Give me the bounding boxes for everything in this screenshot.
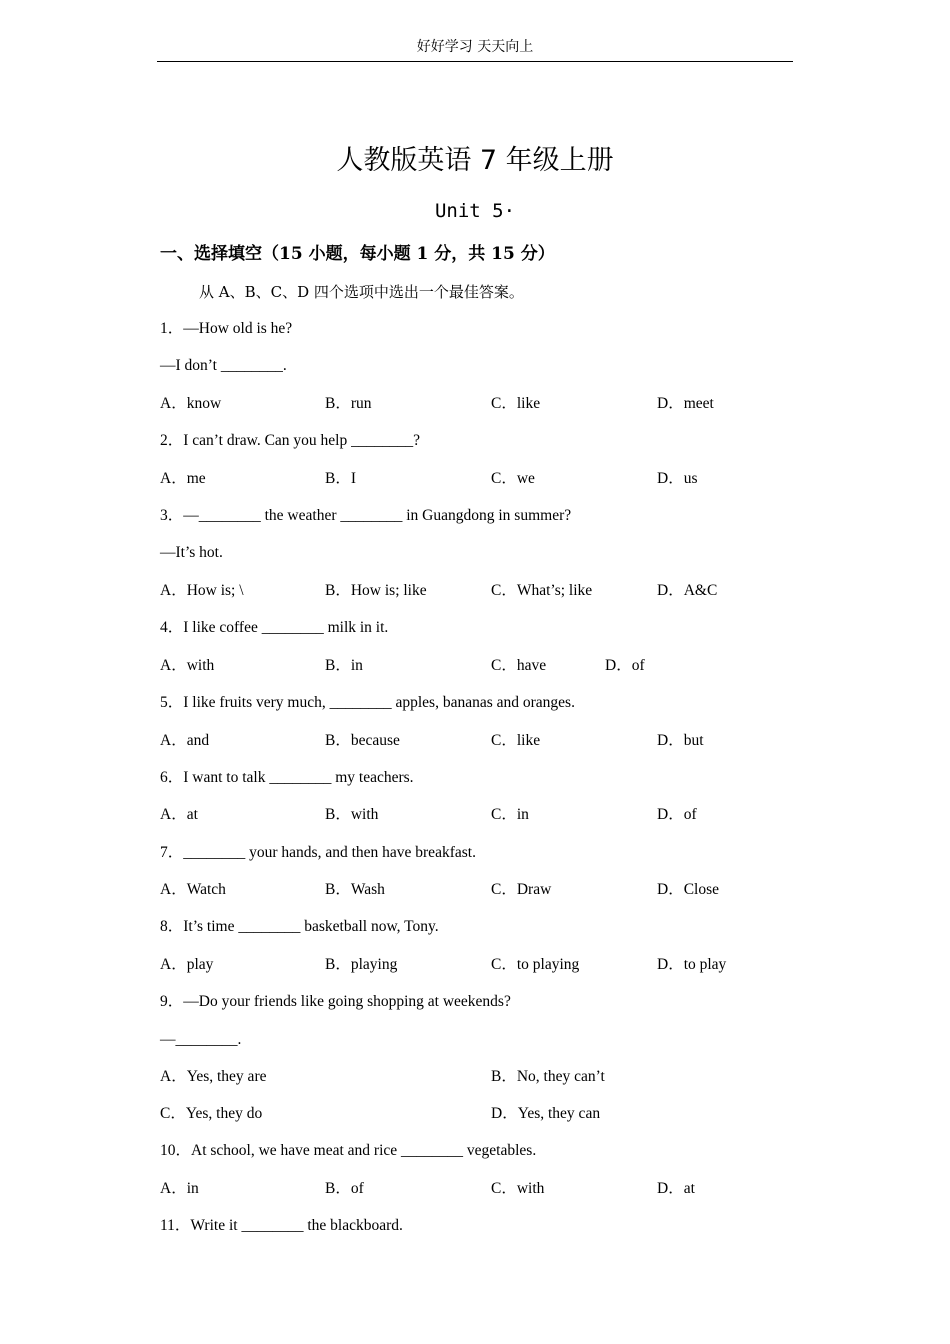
option-d: D．A&C <box>657 582 718 599</box>
header-divider <box>157 61 793 62</box>
option-c: C．in <box>491 806 529 823</box>
question-stem: 8．It’s time ________ basketball now, Tony. <box>160 918 439 935</box>
option-d: D．but <box>657 732 704 749</box>
option-c: C．with <box>491 1180 545 1197</box>
option-c: C．we <box>491 470 535 487</box>
option-d: D．to play <box>657 956 727 973</box>
question-stem: 7．________ your hands, and then have breakfast. <box>160 844 476 861</box>
option-a: A．Yes, they are <box>160 1068 267 1085</box>
option-b: B．How is; like <box>325 582 427 599</box>
instruction-text: 从 A、B、C、D 四个选项中选出一个最佳答案。 <box>199 283 524 301</box>
option-d: D．us <box>657 470 698 487</box>
question-stem: 4．I like coffee ________ milk in it. <box>160 619 389 636</box>
question-stem: 6．I want to talk ________ my teachers. <box>160 769 414 786</box>
option-b: B．because <box>325 732 400 749</box>
option-b: B．with <box>325 806 379 823</box>
option-b: B．No, they can’t <box>491 1068 605 1085</box>
option-c: C．like <box>491 395 541 412</box>
option-b: B．of <box>325 1180 364 1197</box>
option-a: A．and <box>160 732 210 749</box>
unit-subtitle: Unit 5· <box>434 200 516 222</box>
option-b: B．I <box>325 470 357 487</box>
option-d: D．Yes, they can <box>491 1105 601 1122</box>
option-c: C．Draw <box>491 881 552 898</box>
question-stem: 10．At school, we have meat and rice ________ vegetables. <box>160 1142 537 1159</box>
option-c: C．Yes, they do <box>160 1105 263 1122</box>
question-dialogue: —I don’t ________. <box>160 357 287 374</box>
option-a: A．at <box>160 806 198 823</box>
option-a: A．How is; \ <box>160 582 244 599</box>
option-c: C．like <box>491 732 541 749</box>
question-stem: 9．—Do your friends like going shopping at weekends? <box>160 993 511 1010</box>
question-stem: 5．I like fruits very much, ________ apples, bananas and oranges. <box>160 694 575 711</box>
page-title: 人教版英语 7 年级上册 <box>336 145 614 176</box>
option-c: C．have <box>491 657 547 674</box>
question-stem: 2．I can’t draw. Can you help ________? <box>160 432 420 449</box>
option-b: B．Wash <box>325 881 385 898</box>
option-a: A．with <box>160 657 215 674</box>
question-stem: 11．Write it ________ the blackboard. <box>160 1217 403 1234</box>
option-a: A．know <box>160 395 222 412</box>
question-dialogue: —It’s hot. <box>160 544 223 561</box>
option-b: B．in <box>325 657 363 674</box>
question-stem: 1．—How old is he? <box>160 320 293 337</box>
option-d: D．meet <box>657 395 714 412</box>
option-c: C．to playing <box>491 956 580 973</box>
option-d: D．Close <box>657 881 720 898</box>
question-stem: 3．—________ the weather ________ in Guangdong in summer? <box>160 507 572 524</box>
option-c: C．What’s; like <box>491 582 593 599</box>
option-b: B．playing <box>325 956 398 973</box>
option-d: D．at <box>657 1180 695 1197</box>
option-d: D．of <box>605 657 645 674</box>
section-heading: 一、选择填空（15 小题，每小题 1 分，共 15 分） <box>160 244 555 264</box>
question-dialogue: —________. <box>160 1031 242 1048</box>
option-a: A．Watch <box>160 881 226 898</box>
option-a: A．play <box>160 956 214 973</box>
option-d: D．of <box>657 806 697 823</box>
option-a: A．me <box>160 470 206 487</box>
option-a: A．in <box>160 1180 199 1197</box>
option-b: B．run <box>325 395 372 412</box>
page-header: 好好学习 天天向上 <box>416 39 534 55</box>
